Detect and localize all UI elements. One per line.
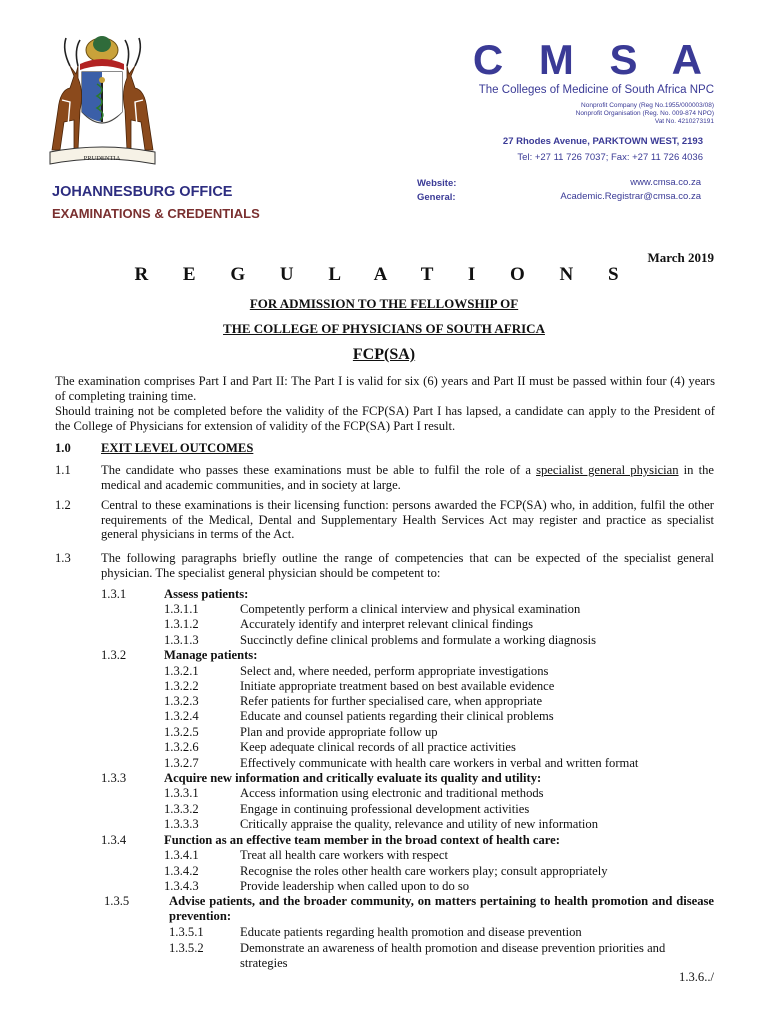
item-number: 1.3.3.2 (164, 802, 199, 816)
item-text: Plan and provide appropriate follow up (240, 725, 438, 739)
item-text: Initiate appropriate treatment based on best available evidence (240, 679, 555, 693)
website-label: Website: (417, 178, 457, 189)
group-title: Manage patients: (164, 648, 258, 662)
item-number: 1.3.4.3 (164, 879, 199, 893)
paragraph-1-3: The following paragraphs briefly outline the range of competencies that can be expected of the specialist general physician. The specialist general physician should be competent to: (101, 551, 714, 580)
item-number: 1.3.5.2 (169, 941, 204, 955)
registration-npo: Nonprofit Organisation (Reg. No. 009-874 NPO) (575, 110, 714, 117)
group-number: 1.3.1 (101, 587, 127, 601)
motto-text: PRUDENTIA (83, 155, 121, 162)
department-name: EXAMINATIONS & CREDENTIALS (52, 206, 260, 221)
section-title: EXIT LEVEL OUTCOMES (101, 441, 254, 455)
paragraph-number: 1.3 (55, 551, 71, 565)
item-number: 1.3.1.2 (164, 617, 199, 631)
item-text: Demonstrate an awareness of health promotion and disease prevention priorities and strategies (240, 941, 666, 970)
item-number: 1.3.3.3 (164, 817, 199, 831)
paragraph-1-1 (101, 463, 714, 492)
document-title: R E G U L A T I O N S (134, 264, 634, 285)
registration-vat: Vat No. 4210273191 (654, 118, 714, 125)
crest-top (80, 36, 124, 70)
item-number: 1.3.2.2 (164, 679, 199, 693)
item-text: Educate patients regarding health promotion and disease prevention (240, 925, 582, 939)
item-number: 1.3.1.1 (164, 602, 199, 616)
item-text: Succinctly define clinical problems and formulate a working diagnosis (240, 633, 597, 647)
item-text: Accurately identify and interpret relevant clinical findings (240, 617, 534, 631)
general-email-link[interactable]: Academic.Registrar@cmsa.co.za (560, 191, 701, 202)
group-title: Assess patients: (164, 587, 249, 601)
paragraph-number: 1.2 (55, 498, 71, 512)
document-date: March 2019 (647, 250, 714, 265)
item-text: Critically appraise the quality, relevance and utility of new information (240, 817, 598, 831)
item-text: Effectively communicate with health care workers in verbal and written format (240, 756, 639, 770)
shield (82, 72, 122, 123)
item-number: 1.3.2.1 (164, 664, 199, 678)
item-number: 1.3.2.5 (164, 725, 199, 739)
group-number: 1.3.3 (101, 771, 127, 785)
item-number: 1.3.3.1 (164, 786, 199, 800)
paragraph-1-1-start: The candidate who passes these examinations must be able to fulfil the role of a (101, 463, 537, 477)
specialist-role-underlined: specialist general physician (536, 463, 679, 477)
qualification-title: FCP(SA) (352, 346, 416, 363)
group-title: Function as an effective team member in the broad context of health care: (164, 833, 560, 847)
intro-paragraph-2: Should training not be completed before the validity of the FCP(SA) Part I has lapsed, a candidate can apply to the President of the College of Physicians for extension of validity of the FCP(SA) Part I result. (55, 404, 715, 433)
brand-name: C M S A (472, 36, 714, 83)
item-text: Access information using electronic and traditional methods (240, 786, 544, 800)
group-number: 1.3.5 (104, 894, 130, 908)
postal-address: 27 Rhodes Avenue, PARKTOWN WEST, 2193 (502, 136, 703, 147)
group-title: Acquire new information and critically evaluate its quality and utility: (164, 771, 542, 785)
item-number: 1.3.2.4 (164, 709, 199, 723)
item-number: 1.3.2.6 (164, 740, 199, 754)
item-text: Educate and counsel patients regarding their clinical problems (240, 709, 554, 723)
item-text: Engage in continuing professional development activities (240, 802, 530, 816)
item-text: Competently perform a clinical interview and physical examination (240, 602, 581, 616)
item-number: 1.3.5.1 (169, 925, 204, 939)
group-title: Advise patients, and the broader community, on matters pertaining to health promotion and disease prevention: (169, 894, 714, 923)
document-subtitle-1: FOR ADMISSION TO THE FELLOWSHIP OF (249, 296, 519, 311)
item-text: Refer patients for further specialised care, when appropriate (240, 694, 543, 708)
general-label: General: (417, 192, 456, 203)
group-number: 1.3.2 (101, 648, 127, 662)
motto-scroll (50, 147, 155, 164)
paragraph-1-1-end: in the medical and academic communities, and in society at large. (101, 463, 714, 492)
item-text: Recognise the roles other health care workers play; consult appropriately (240, 864, 608, 878)
item-number: 1.3.2.7 (164, 756, 199, 770)
group-number: 1.3.4 (101, 833, 127, 847)
registration-company: Nonprofit Company (Reg No.1955/000003/08) (581, 102, 714, 109)
paragraph-1-2: Central to these examinations is their licensing function: persons awarded the FCP(SA) who, in addition, fulfil the other requirements of the Medical, Dental and Supplementary Health Services Act may register and practice as specialist general physicians in terms of the Act. (101, 498, 714, 542)
item-number: 1.3.1.3 (164, 633, 199, 647)
item-number: 1.3.4.2 (164, 864, 199, 878)
item-number: 1.3.4.1 (164, 848, 199, 862)
item-text: Provide leadership when called upon to do so (240, 879, 470, 893)
coat-of-arms-logo (40, 30, 165, 172)
item-text: Keep adequate clinical records of all practice activities (240, 740, 516, 754)
paragraph-number: 1.1 (55, 463, 71, 477)
website-link[interactable]: www.cmsa.co.za (630, 177, 701, 188)
intro-paragraph-1: The examination comprises Part I and Part II: The Part I is valid for six (6) years and Part II must be passed within four (4) years of completing training time. (55, 374, 715, 403)
document-subtitle-2: THE COLLEGE OF PHYSICIANS OF SOUTH AFRICA (223, 321, 545, 336)
brand-subtitle: The Colleges of Medicine of South Africa NPC (478, 84, 714, 96)
left-supporter-antelope (52, 38, 82, 150)
phone-fax: Tel: +27 11 726 7037; Fax: +27 11 726 4036 (517, 152, 703, 163)
office-name: JOHANNESBURG OFFICE (52, 184, 233, 200)
right-supporter-antelope (123, 38, 153, 150)
continuation-marker: 1.3.6../ (679, 970, 714, 984)
item-text: Select and, where needed, perform appropriate investigations (240, 664, 549, 678)
section-number: 1.0 (55, 441, 71, 455)
item-text: Treat all health care workers with respect (240, 848, 448, 862)
item-number: 1.3.2.3 (164, 694, 199, 708)
